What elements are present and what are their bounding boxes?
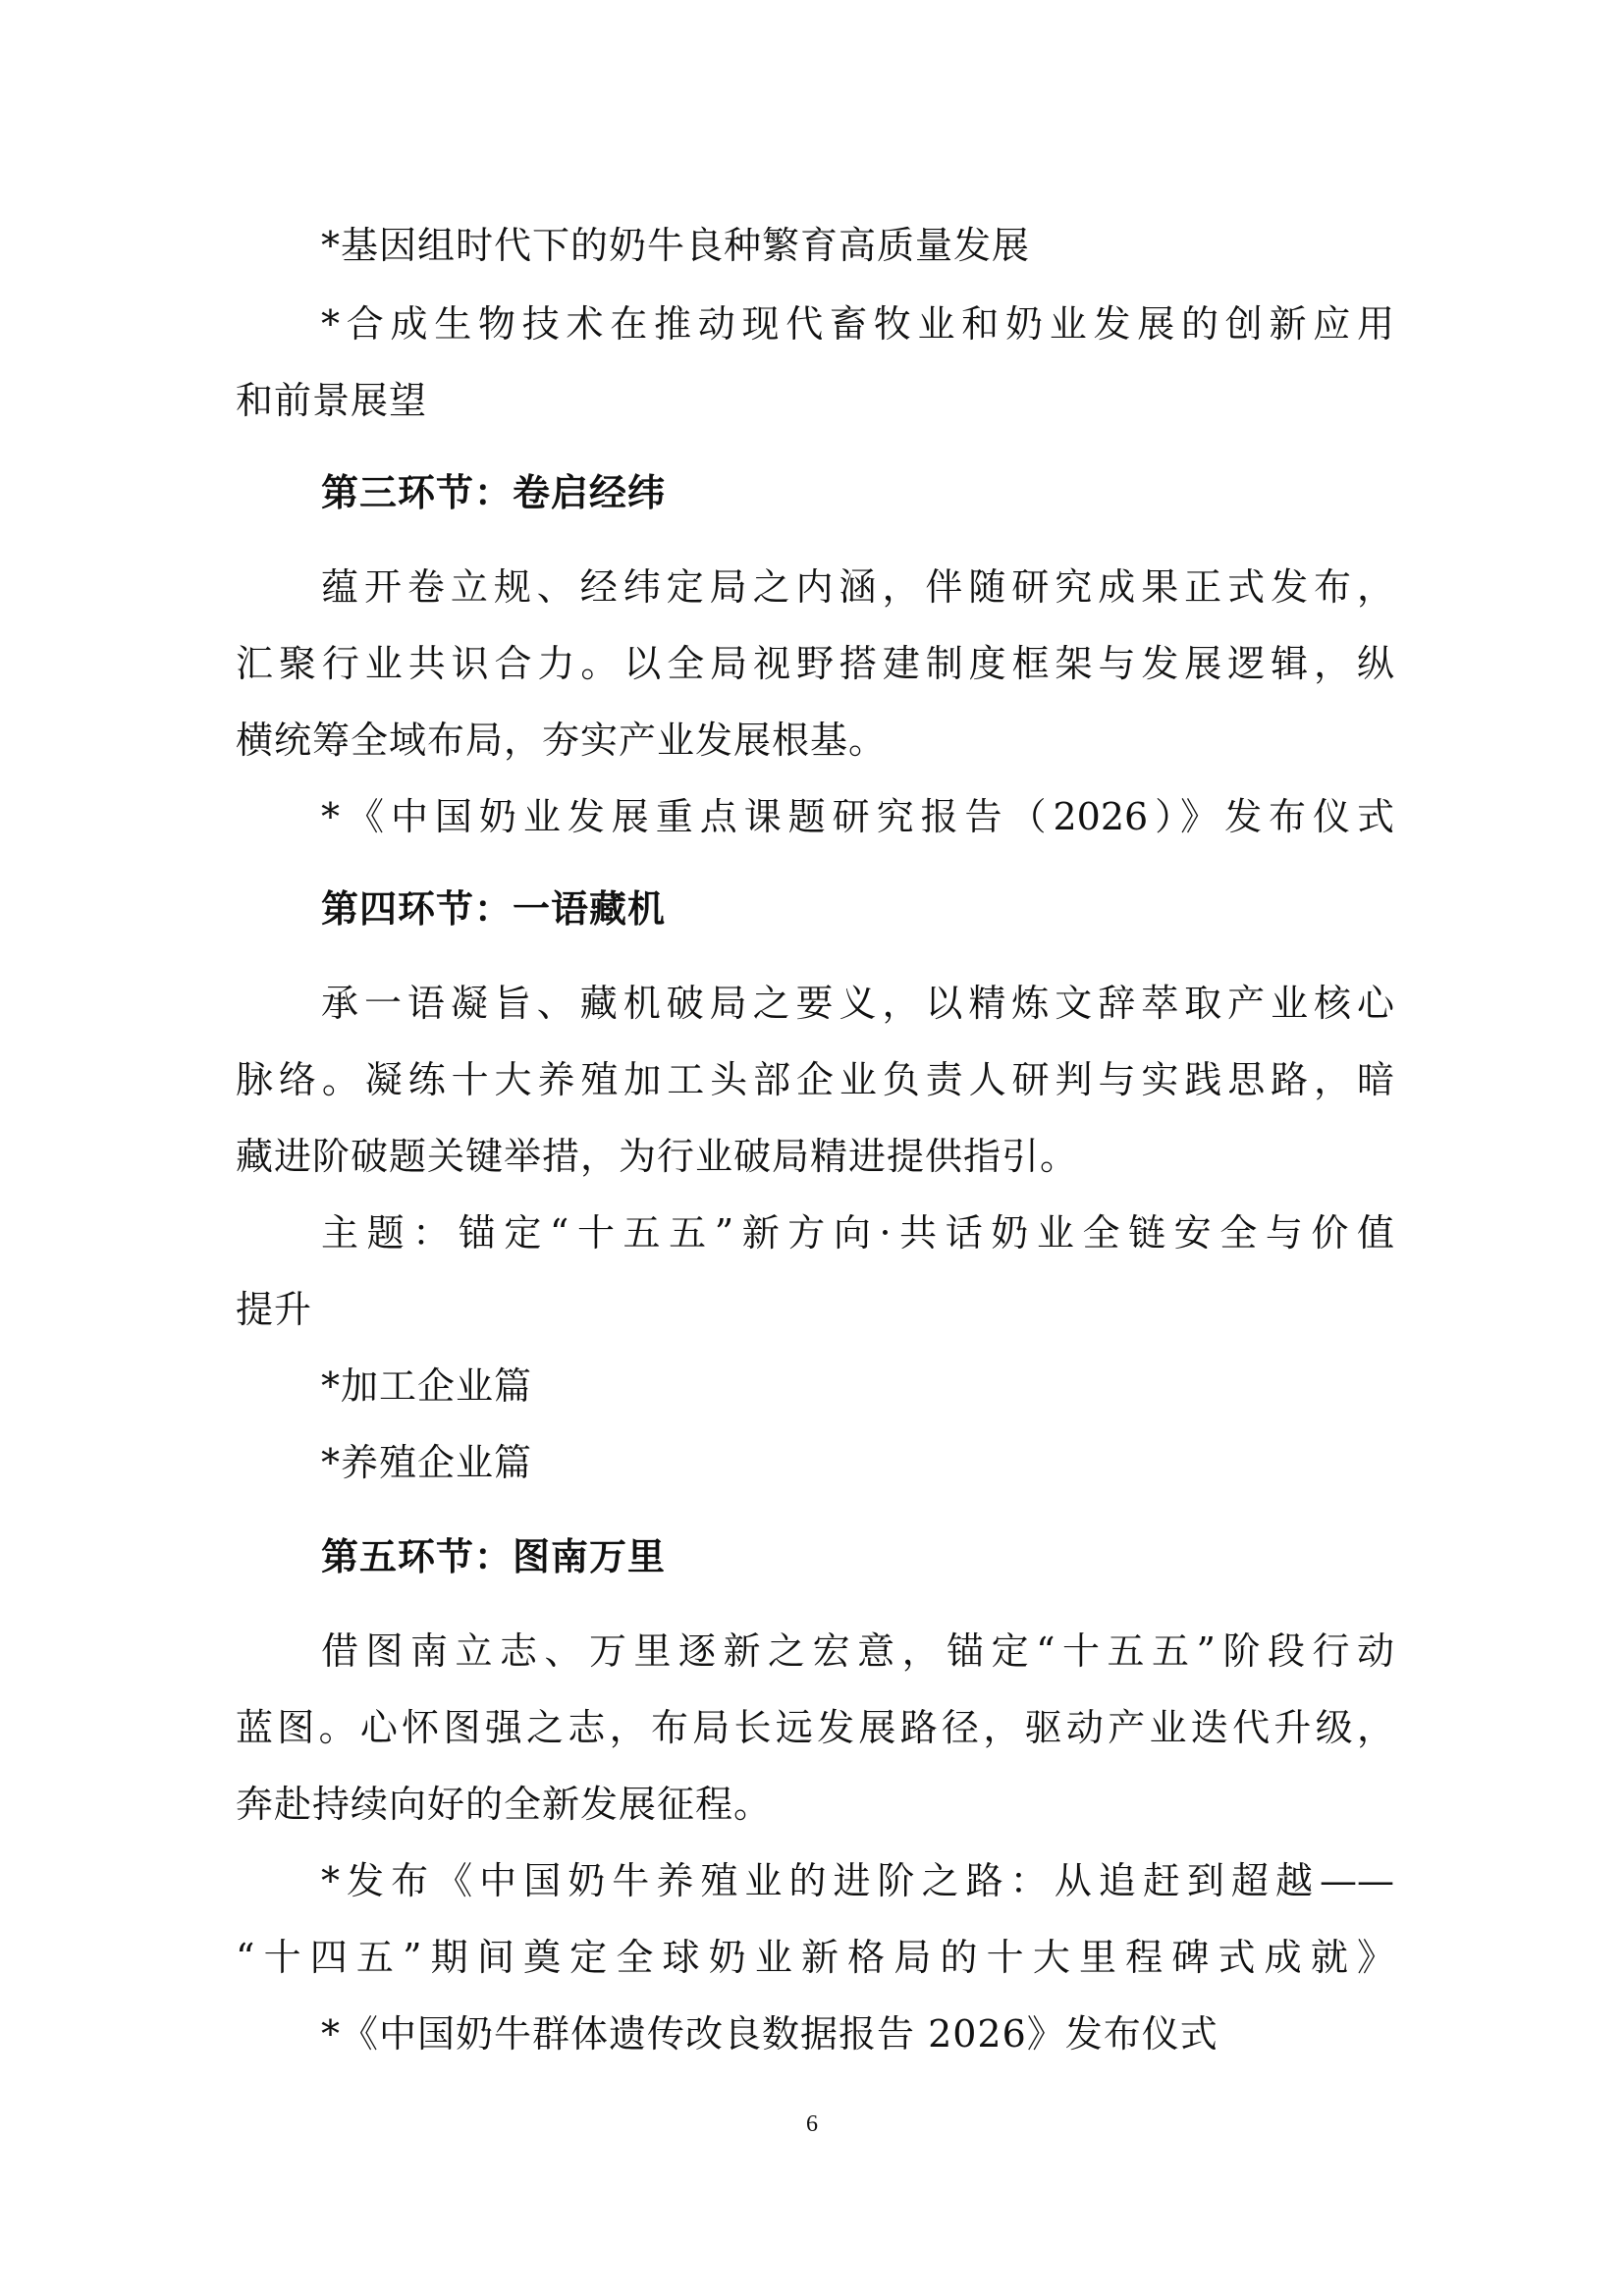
bullet-item-genome-breeding: *基因组时代下的奶牛良种繁育高质量发展 [321, 224, 1031, 267]
section-heading-4: 第四环节：一语藏机 [321, 887, 667, 931]
paragraph-5-line-3: 奔赴持续向好的全新发展征程。 [236, 1783, 773, 1826]
paragraph-5-line-2: 蓝图。心怀图强之志，布局长远发展路径，驱动产业迭代升级， [236, 1706, 1394, 1749]
paragraph-3-line-2: 汇聚行业共识合力。以全局视野搭建制度框架与发展逻辑，纵 [236, 642, 1394, 685]
section-heading-3: 第三环节：卷启经纬 [321, 471, 667, 514]
paragraph-4-line-2: 脉络。凝练十大养殖加工头部企业负责人研判与实践思路，暗 [236, 1058, 1394, 1101]
bullet-item-milestones-line-2: “十四五”期间奠定全球奶业新格局的十大里程碑式成就》 [236, 1936, 1394, 1979]
paragraph-5-line-1: 借图南立志、万里逐新之宏意，锚定“十五五”阶段行动 [321, 1629, 1394, 1673]
paragraph-3-line-3: 横统筹全域布局，夯实产业发展根基。 [236, 719, 888, 762]
bullet-item-farming: *养殖企业篇 [321, 1441, 533, 1484]
theme-line-1: 主题：锚定“十五五”新方向·共话奶业全链安全与价值 [321, 1211, 1394, 1255]
bullet-item-synthetic-biology-cont: 和前景展望 [236, 379, 428, 422]
bullet-item-processing: *加工企业篇 [321, 1364, 533, 1408]
bullet-item-genetic-report: *《中国奶牛群体遗传改良数据报告 2026》发布仪式 [321, 2012, 1218, 2056]
page-number: 6 [806, 2111, 818, 2137]
bullet-item-research-report: *《中国奶业发展重点课题研究报告（2026）》发布仪式 [321, 795, 1394, 838]
bullet-item-milestones-line-1: *发布《中国奶牛养殖业的进阶之路：从追赶到超越—— [321, 1859, 1394, 1902]
paragraph-3-line-1: 蕴开卷立规、经纬定局之内涵，伴随研究成果正式发布， [321, 565, 1394, 609]
paragraph-4-line-3: 藏进阶破题关键举措，为行业破局精进提供指引。 [236, 1135, 1079, 1178]
section-heading-5: 第五环节：图南万里 [321, 1535, 667, 1578]
paragraph-4-line-1: 承一语凝旨、藏机破局之要义，以精炼文辞萃取产业核心 [321, 982, 1394, 1025]
bullet-item-synthetic-biology: *合成生物技术在推动现代畜牧业和奶业发展的创新应用 [321, 302, 1394, 346]
theme-line-2: 提升 [236, 1288, 313, 1331]
